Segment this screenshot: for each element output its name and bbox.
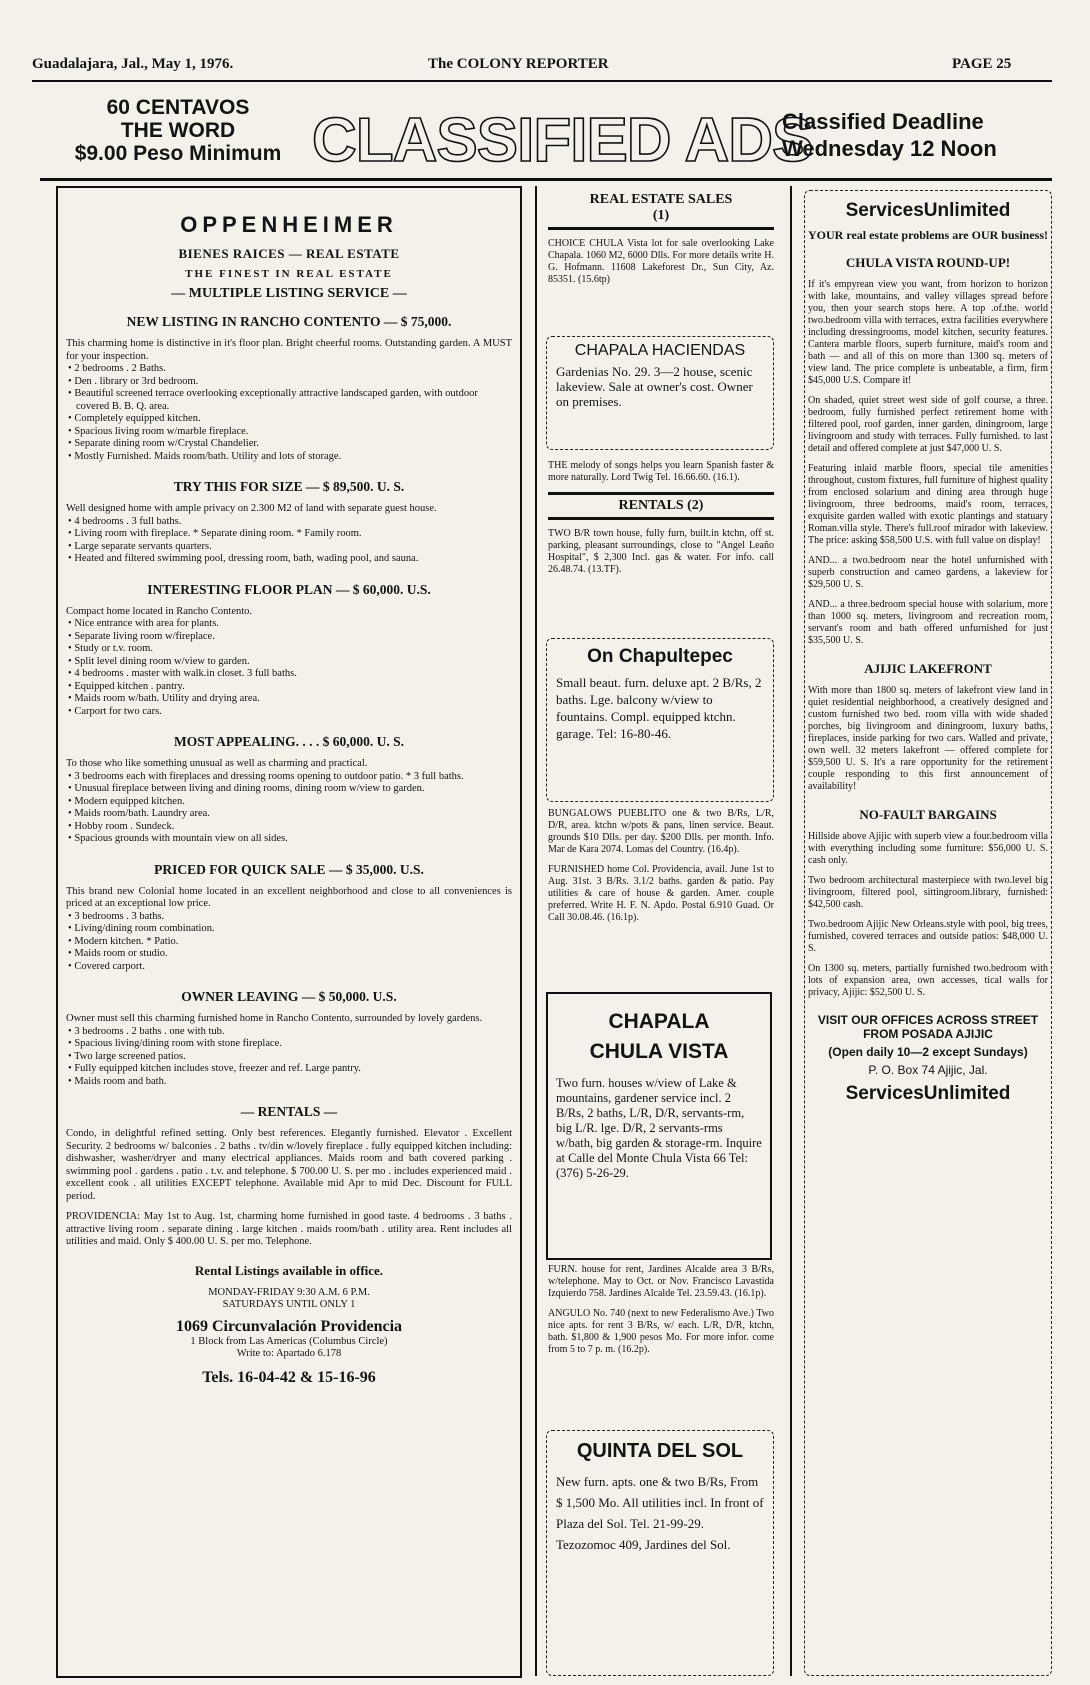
listing-5-item: • 3 bedrooms . 3 baths.: [66, 911, 512, 924]
chapala-haciendas-text: Gardenias No. 29. 3—2 house, scenic lakeview. Sale at owner's cost. Owner on premises.: [556, 364, 753, 409]
listing-5-heading: PRICED FOR QUICK SALE — $ 35,000. U.S.: [154, 861, 424, 877]
rentals-2-heading: RENTALS (2): [618, 498, 704, 513]
ad-angulo: ANGULO No. 740 (next to new Federalismo Ave.) Two nice apts. for rent 3 B/Rs, w/ each. L/R, D/R, ktchn, bath. $1,800 & 1,900 pesos Mo. For more infor. come from 5 to 7 p. m. (16.2p).: [548, 1308, 774, 1355]
listing-6-intro: Owner must sell this charming furnished home in Rancho Contento, surrounded by lovely gardens.: [66, 1013, 483, 1024]
ad-spanish-songs: THE melody of songs helps you learn Spanish faster & more naturally. Lord Twig Tel. 16.66.60. (16.1).: [548, 460, 774, 483]
chula-vista-heading-1: CHAPALA: [608, 1010, 710, 1033]
header-rule: [32, 80, 1052, 82]
listing-6-item: • 3 bedrooms . 2 baths . one with tub.: [66, 1026, 512, 1039]
finest-real-estate: THE FINEST IN REAL ESTATE: [185, 268, 393, 280]
office-phones: Tels. 16-04-42 & 15-16-96: [202, 1368, 376, 1386]
listing-4-item: • Modern equipped kitchen.: [66, 796, 512, 809]
ad-bungalows: BUNGALOWS PUEBLITO one & two B/Rs, L/R, D/R, area. ktchn w/pots & pans, linen service. Beaut. grounds $10 Dlls. per day. $200 Dlls. per month. Info. Mar de Kara 2074. Lomas del Country. (16.4p).: [548, 808, 774, 855]
office-hours-saturday: SATURDAYS UNTIL ONLY 1: [222, 1299, 356, 1310]
rate-line-1: 60 CENTAVOS: [106, 96, 250, 119]
office-mail: Write to: Apartado 6.178: [236, 1348, 342, 1359]
rate-line-2: THE WORD: [120, 119, 236, 142]
chula-vista-heading-2: CHULA VISTA: [589, 1040, 729, 1063]
services-unlimited-logo: ServicesUnlimited: [845, 200, 1011, 221]
multiple-listing: — MULTIPLE LISTING SERVICE —: [171, 286, 407, 301]
listing-6-item: • Spacious living/dining room with stone fireplace.: [66, 1038, 512, 1051]
chula-vista-ad: [556, 1010, 762, 1181]
listing-5-item: • Modern kitchen. * Patio.: [66, 936, 512, 949]
no-fault-heading: NO-FAULT BARGAINS: [859, 807, 997, 822]
listing-1-item: • Spacious living room w/marble fireplace.: [66, 426, 512, 439]
dateline: Guadalajara, Jal., May 1, 1976.: [32, 56, 234, 72]
banner-rule: [40, 178, 1052, 181]
no-fault-4: On 1300 sq. meters, partially furnished two.bedroom with lots of expansion area, own accesses, tical walls for privacy, Ajijic: $52,500 U. S.: [808, 963, 1048, 998]
rate-block: [58, 96, 298, 165]
deadline-line-2: Wednesday 12 Noon: [782, 136, 997, 161]
ad-choice-lot: CHOICE CHULA Vista lot for sale overlooking Lake Chapala. 1060 M2, 6000 Dlls. For more details write H. G. Hofmann. 11608 Lakeforest Dr., Sun City, Az. 85351. (15.6tp): [548, 238, 774, 285]
section-rule: [548, 517, 774, 520]
roundup-paragraph-3: Featuring inlaid marble floors, special tile amenities throughout, custom fixtures, full furniture of highest quality from enclosed solarium and dining area through huge livingroom, three bedrooms, maid's room, terraces, exquisite garden walled with exotic plantings and statuary Roman.villa style. There's full.roof mirador with lakeview. The price: asking $58,500 U.S. with full value on display!: [808, 463, 1048, 546]
section-rule: [548, 492, 774, 495]
quinta-del-sol-heading: QUINTA DEL SOL: [576, 1440, 744, 1462]
bienes-raices: BIENES RAICES — REAL ESTATE: [178, 246, 400, 261]
chapultepec-ad: [556, 646, 764, 742]
lakefront-paragraph: With more than 1800 sq. meters of lakefront view land in quiet residential neighborhood, a creatively designed and custom furnished two bed. room villa with wide shaded porches, big livingroom and diningroom, luxury baths, fireplaces, inside parking for two cars. Walled and private, own well. 32 meters lakefront — offered complete for $59,500 U. S. It's a rare opportunity for the retirement couple responding to this first announcement of availability!: [808, 685, 1048, 792]
open-hours: (Open daily 10—2 except Sundays): [828, 1045, 1028, 1059]
chapala-haciendas-heading: CHAPALA HACIENDAS: [574, 342, 746, 359]
no-fault-3: Two.bedroom Ajijic New Orleans.style with pool, big trees, furnished, covered terraces and outside patios: $48,000 U. S.: [808, 919, 1048, 954]
listing-1-heading: NEW LISTING IN RANCHO CONTENTO — $ 75,000.: [126, 314, 452, 329]
listing-4-item: • Hobby room . Sundeck.: [66, 821, 512, 834]
ad-furnished-home: FURNISHED home Col. Providencia, avail. June 1st to Aug. 31st. 3 B/Rs. 3.1/2 baths. garden & patio. Pay utilities & care of house & garden. Amer. couple preferred. Write H. F. N. Apdo. Postal 6.910 Guad. Or Call 30.08.46. (16.1p).: [548, 864, 774, 923]
middle-column-3: [548, 808, 774, 924]
listing-1-item: • Completely equipped kitchen.: [66, 413, 512, 426]
no-fault-2: Two bedroom architectural masterpiece with two.level big livingroom, filtered pool, sittingroom.library, furnished: $42,500 cash.: [808, 875, 1048, 910]
po-box: P. O. Box 74 Ajijic, Jal.: [868, 1063, 988, 1077]
listing-5-item: • Covered carport.: [66, 961, 512, 974]
listing-5-intro: This brand new Colonial home located in an excellent neighborhood and close to all conveniences is priced at an exceptional low price.: [66, 885, 512, 909]
listing-2-item: • Living room with fireplace. * Separate dining room. * Family room.: [66, 528, 512, 541]
no-fault-1: Hillside above Ajijic with superb view a four.bedroom villa with everything including some furniture: $56,000 U. S. cash only.: [808, 831, 1048, 866]
chapala-haciendas-ad: [556, 342, 764, 409]
listing-2-item: • Large separate servants quarters.: [66, 541, 512, 554]
listing-6-item: • Two large screened patios.: [66, 1051, 512, 1064]
services-unlimited-logo-bottom: ServicesUnlimited: [845, 1083, 1011, 1104]
listing-4-intro: To those who like something unusual as well as charming and practical.: [66, 758, 368, 769]
listing-1-intro: This charming home is distinctive in it's floor plan. Bright cheerful rooms. Outstanding garden. A MUST for your inspection.: [66, 338, 512, 362]
roundup-paragraph-4: AND... a two.bedroom near the hotel unfurnished with superb construction and cameo gardens, a lakeview for $29,500 U. S.: [808, 555, 1048, 590]
listing-3-item: • Carport for two cars.: [66, 706, 512, 719]
rental-condo: Condo, in delightful refined setting. Only best references. Elegantly furnished. Elevator . Excellent Security. 2 bedrooms w/ balconies . 2 baths . tv/din w/lovely fireplace . fully equipped kitchen including: dishwasher, washer/dryer and many electrical appliances. Maids room and bath covered parking . swimming pool . gardens . patio . t.v. and telephone. $ 700.00 U. S. per mo . includes experienced maid . excellent cook . all utilities EXCEPT telephone. Available mid Apr to mid Dec. Discount for FULL period.: [66, 1128, 512, 1202]
quinta-del-sol-ad: [556, 1440, 764, 1555]
listing-1-item: • Separate dining room w/Crystal Chandelier.: [66, 438, 512, 451]
newspaper-name: The COLONY REPORTER: [428, 56, 609, 72]
quinta-del-sol-text: New furn. apts. one & two B/Rs, From $ 1,500 Mo. All utilities incl. In front of Plaza del Sol. Tel. 21-99-29. Tezozomoc 409, Jardines del Sol.: [556, 1474, 764, 1552]
listing-2-heading: TRY THIS FOR SIZE — $ 89,500. U. S.: [173, 479, 405, 494]
middle-column-2: [548, 460, 774, 576]
page-number: PAGE 25: [952, 56, 1012, 72]
listing-3-item: • Study or t.v. room.: [66, 643, 512, 656]
listing-1-item: • Den . library or 3rd bedroom.: [66, 376, 512, 389]
listing-6-heading: OWNER LEAVING — $ 50,000. U.S.: [181, 989, 397, 1004]
listing-3-item: • Equipped kitchen . pantry.: [66, 681, 512, 694]
rate-line-3: $9.00 Peso Minimum: [74, 142, 282, 165]
listing-5-item: • Living/dining room combination.: [66, 923, 512, 936]
office-location: 1 Block from Las Americas (Columbus Circle): [190, 1335, 388, 1347]
listing-1-item: • Mostly Furnished. Maids room/bath. Utility and lots of storage.: [66, 451, 512, 464]
roundup-paragraph-1: If it's empyrean view you want, from horizon to horizon with lake, mountains, and valley villages spread before you, then your search stops here. A top .of.the. world two.bedroom villa with terraces, extra facilities everywhere including dressingrooms, model kitchen, security features. Cantera marble floors, superb furniture, maid's room and bath — and all of this on more than 1300 sq. meters of view land. The price complete is unbeatable, a firm, firm $45,000 U.S. Compare it!: [808, 279, 1048, 386]
ajijic-lakefront-heading: AJIJIC LAKEFRONT: [864, 661, 992, 676]
listing-3-item: • Nice entrance with area for plants.: [66, 618, 512, 631]
ad-town-house: TWO B/R town house, fully furn, built.in ktchn, off st. parking, pleasant surroundings, close to "Angel Leaño Hospital", $ 2,300 Incl. gas & water. For info. call 26.48.74. (13.TF).: [548, 528, 774, 575]
listing-1-item: • Beautiful screened terrace overlooking exceptionally attractive landscaped garden, with outdoor covered B. B. Q. area.: [66, 388, 512, 413]
listing-1-item: • 2 bedrooms . 2 Baths.: [66, 363, 512, 376]
rentals-heading: — RENTALS —: [240, 1104, 338, 1119]
listing-3-item: • Split level dining room w/view to garden.: [66, 656, 512, 669]
listing-4-item: • Spacious grounds with mountain view on all sides.: [66, 833, 512, 846]
listing-4-item: • Unusual fireplace between living and dining rooms, dining room w/view to garden.: [66, 783, 512, 796]
listing-3-item: • Maids room w/bath. Utility and drying area.: [66, 693, 512, 706]
services-tagline: YOUR real estate problems are OUR business!: [808, 228, 1048, 242]
middle-column-4: [548, 1264, 774, 1356]
rental-listings: Rental Listings available in office.: [194, 1262, 384, 1278]
listing-4-item: • Maids room/bath. Laundry area.: [66, 808, 512, 821]
column-rule: [790, 186, 792, 1676]
chula-vista-text: Two furn. houses w/view of Lake & mountains, gardener service incl. 2 B/Rs, 2 baths, L/R, D/R, servants-rm, big L/R. lge. D/R, 2 servants-rms w/bath, big garden & storage-rm. Inquire at Calle del Monte Chula Vista 66 Tel: (376) 5-26-29.: [556, 1076, 762, 1180]
running-head: [32, 56, 1052, 76]
chapultepec-heading: On Chapultepec: [587, 646, 733, 667]
rental-providencia: PROVIDENCIA: May 1st to Aug. 1st, charming home furnished in good taste. 4 bedrooms . 3 baths . attractive living room . separate dining . large kitchen . maids room/bath . utility area. Rent includes all utilities and maid. Only $ 400.00 U. S. per mo. Telephone.: [66, 1211, 512, 1247]
office-address: 1069 Circunvalación Providencia: [175, 1317, 403, 1335]
listing-6-item: • Maids room and bath.: [66, 1076, 512, 1089]
oppenheimer-ad: [66, 192, 512, 1387]
listing-4-item: • 3 bedrooms each with fireplaces and dressing rooms opening to outdoor patio. * 3 full baths.: [66, 771, 512, 784]
ad-furn-house: FURN. house for rent, Jardines Alcalde area 3 B/Rs, w/telephone. May to Oct. or Nov. Francisco Lavastida Izquierdo 758. Jardines Alcalde Tel. 23.59.43. (16.1p).: [548, 1264, 774, 1299]
section-rule: [548, 227, 774, 230]
middle-column: [548, 192, 774, 286]
listing-6-item: • Fully equipped kitchen includes stove, freezer and ref. Large pantry.: [66, 1063, 512, 1076]
deadline-block: [782, 108, 1062, 162]
oppenheimer-name: OPPENHEIMER: [180, 212, 398, 237]
listing-4-heading: MOST APPEALING. . . . $ 60,000. U. S.: [173, 734, 405, 749]
real-estate-sales-number: (1): [652, 208, 670, 223]
listing-3-heading: INTERESTING FLOOR PLAN — $ 60,000. U.S.: [147, 581, 431, 597]
roundup-paragraph-5: AND... a three.bedroom special house with solarium, more than 1000 sq. meters, livingroom and recreation room, servant's room and bath offered unfurnished for just $35,500 U. S.: [808, 599, 1048, 646]
listing-3-item: • Separate living room w/fireplace.: [66, 631, 512, 644]
real-estate-sales-heading: REAL ESTATE SALES: [589, 192, 733, 207]
listing-2-item: • Heated and filtered swimming pool, dressing room, bath, wading pool, and sauna.: [66, 553, 512, 566]
visit-offices: VISIT OUR OFFICES ACROSS STREET FROM POSADA AJIJIC: [817, 1013, 1039, 1041]
listing-3-intro: Compact home located in Rancho Contento.: [66, 605, 253, 617]
classified-ads-title: CLASSIFIED ADS: [312, 106, 813, 175]
column-rule: [535, 186, 537, 1676]
listing-3-item: • 4 bedrooms . master with walk.in closet. 3 full baths.: [66, 668, 512, 681]
listing-2-intro: Well designed home with ample privacy on 2.300 M2 of land with separate guest house.: [66, 503, 437, 514]
chula-vista-roundup-heading: CHULA VISTA ROUND-UP!: [845, 255, 1011, 270]
deadline-line-1: Classified Deadline: [782, 109, 984, 134]
office-hours-weekdays: MONDAY-FRIDAY 9:30 A.M. 6 P.M.: [208, 1286, 370, 1298]
roundup-paragraph-2: On shaded, quiet street west side of golf course, a three. bedroom, fully furnished perfect retirement home with filtered pool, roof garden, inner garden, diningroom, large livingroom and study with terraces. Fully furnished. to last detail and offered complete at just $47,000 U. S.: [808, 395, 1048, 454]
chapultepec-text: Small beaut. furn. deluxe apt. 2 B/Rs, 2 baths. Lge. balcony w/view to fountains. Compl. equipped ktchn. garage. Tel: 16-80-46.: [556, 675, 762, 741]
services-unlimited-ad: [808, 200, 1048, 1105]
listing-2-item: • 4 bedrooms . 3 full baths.: [66, 516, 512, 529]
listing-5-item: • Maids room or studio.: [66, 948, 512, 961]
